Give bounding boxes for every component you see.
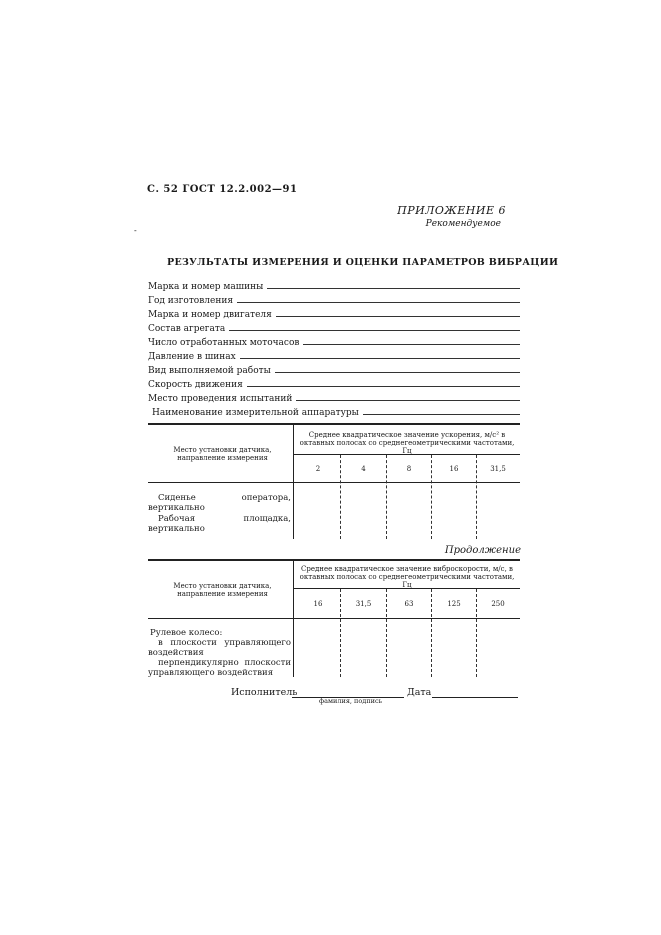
table2-freq: 16 bbox=[313, 600, 323, 608]
page-header: С. 52 ГОСТ 12.2.002—91 bbox=[147, 184, 298, 195]
table2-row-title: Рулевое колесо: bbox=[150, 628, 223, 638]
table1-freq: 16 bbox=[449, 465, 459, 473]
table2-row: в плоскости управляющего воздействия bbox=[148, 638, 291, 658]
table1-freq: 31,5 bbox=[490, 465, 506, 473]
table2-freq: 125 bbox=[447, 600, 461, 608]
field-instruments: Наименование измерительной аппаратуры bbox=[152, 404, 520, 418]
field-speed: Скорость движения bbox=[148, 376, 520, 390]
table1-row: Сиденье оператора, вертикально bbox=[148, 493, 291, 513]
field-unit-composition: Состав агрегата bbox=[148, 320, 520, 334]
table2-group-header: Среднее квадратическое значение виброскорости, м/с, в октавных полосах со среднегеометрическими частотами, Гц bbox=[299, 565, 515, 589]
table1-freq: 4 bbox=[361, 465, 366, 473]
table1-freq: 8 bbox=[406, 465, 412, 473]
field-engine-brand: Марка и номер двигателя bbox=[148, 306, 520, 320]
field-engine-hours: Число отработанных моточасов bbox=[148, 334, 520, 348]
appendix-status: Рекомендуемое bbox=[425, 219, 501, 229]
field-tire-pressure: Давление в шинах bbox=[148, 348, 520, 362]
table2-row: перпендикулярно плоскости управляющего воздействия bbox=[148, 658, 291, 678]
executor-label: Исполнитель bbox=[231, 687, 298, 698]
table2-freq: 250 bbox=[491, 600, 505, 608]
table2-freq: 31,5 bbox=[355, 600, 372, 608]
date-label: Дата bbox=[407, 687, 432, 698]
table1-col1-header: Место установки датчика, направление измерения bbox=[173, 446, 272, 462]
appendix-title: ПРИЛОЖЕНИЕ 6 bbox=[397, 204, 506, 217]
signature-caption: фамилия, подпись bbox=[319, 697, 383, 705]
continuation-label: Продолжение bbox=[444, 545, 521, 556]
table2-freq: 63 bbox=[404, 600, 414, 608]
margin-mark: - bbox=[134, 226, 137, 235]
field-manufacture-year: Год изготовления bbox=[148, 292, 520, 306]
table1-freq: 2 bbox=[315, 465, 321, 473]
page-title: РЕЗУЛЬТАТЫ ИЗМЕРЕНИЯ И ОЦЕНКИ ПАРАМЕТРОВ ВИБРАЦИИ bbox=[167, 257, 559, 268]
field-test-location: Место проведения испытаний bbox=[148, 390, 520, 404]
table1-group-header: Среднее квадратическое значение ускорения, м/с² в октавных полосах со среднегеометрическими частотами, Гц bbox=[299, 431, 515, 455]
field-machine-brand: Марка и номер машины bbox=[148, 278, 520, 292]
table1-row: Рабочая площадка, вертикально bbox=[148, 514, 291, 534]
field-work-type: Вид выполняемой работы bbox=[148, 362, 520, 376]
table2-col1-header: Место установки датчика, направление измерения bbox=[173, 582, 272, 598]
